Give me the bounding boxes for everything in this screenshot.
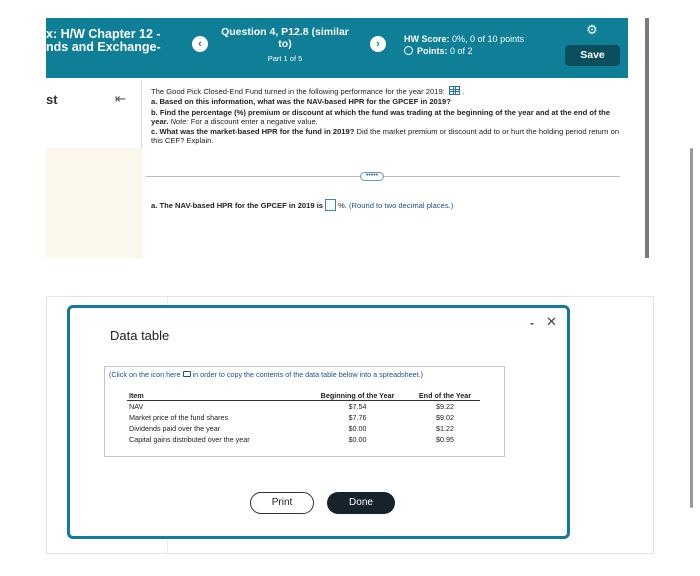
answer-unit: %. xyxy=(338,201,347,210)
table-row xyxy=(127,434,480,445)
points-value: 0 of 2 xyxy=(450,46,473,56)
question-part-b: b. Find the percentage (%) premium or discount at which the fund was trading at the beginning of the year and at the end of the year. xyxy=(151,107,611,126)
row-end-value: $0.95 xyxy=(436,434,454,444)
row-item: Capital gains distributed over the year xyxy=(129,434,250,444)
question-title-line2: to) xyxy=(278,37,292,50)
chapter-title xyxy=(46,28,161,54)
row-beginning-value: $0.00 xyxy=(348,423,367,433)
question-part-indicator: Part 1 of 5 xyxy=(267,54,303,63)
question-part-b-note: For a discount enter a negative value. xyxy=(190,116,318,126)
question-part-b-note-label: Note: xyxy=(170,116,189,126)
next-question-button[interactable] xyxy=(370,36,386,52)
row-beginning-value: $7.76 xyxy=(348,412,367,422)
row-end-value: $1.22 xyxy=(436,423,454,433)
data-table-box xyxy=(104,366,505,457)
side-panel-fill xyxy=(46,148,142,258)
page-scrollbar[interactable] xyxy=(690,148,693,508)
hw-score-label: HW Score: xyxy=(404,34,450,44)
row-item: Dividends paid over the year xyxy=(129,423,221,433)
copy-note-start: (Click on the icon here xyxy=(109,370,181,379)
copy-to-spreadsheet-icon[interactable] xyxy=(183,371,191,377)
question-title xyxy=(214,27,356,65)
gear-icon[interactable]: ⚙ xyxy=(586,22,598,37)
assignment-header-bar xyxy=(46,18,628,78)
row-item: Market price of the fund shares xyxy=(129,412,229,422)
row-end-value: $9.02 xyxy=(436,412,454,422)
row-end-value: $9.22 xyxy=(436,401,454,411)
side-panel xyxy=(46,80,142,258)
question-intro: The Good Pick Closed-End Fund turned in the following performance for the year 2019: xyxy=(151,87,445,96)
question-part-c: c. What was the market-based HPR for the fund in 2019? xyxy=(151,127,355,137)
row-item: NAV xyxy=(129,401,144,411)
score-panel xyxy=(404,33,524,57)
row-beginning-value: $0.00 xyxy=(348,434,367,444)
copy-note xyxy=(109,370,423,379)
copy-note-end: in order to copy the contents of the data table below into a spreadsheet.) xyxy=(192,370,424,379)
table-row xyxy=(127,412,480,423)
column-header-beginning: Beginning of the Year xyxy=(305,391,410,401)
panel-right-border xyxy=(645,18,649,258)
column-header-item: Item xyxy=(127,391,305,401)
answer-prompt: a. The NAV-based HPR for the GPCEF in 2019 is xyxy=(151,201,324,210)
row-beginning-value: $7.54 xyxy=(348,401,367,411)
minimize-icon[interactable]: - xyxy=(530,316,534,330)
points-label: Points: xyxy=(417,46,448,56)
question-part-c-rest: Did the market premium or discount add to or hurt the holding period return on this CEF? Explain. xyxy=(151,127,620,146)
chapter-title-line1: x: H/W Chapter 12 - xyxy=(46,27,161,41)
question-text: The Good Pick Closed-End Fund turned in the following performance for the year 2019: . a. Based on this information, what was the NAV-based HPR for the GPCEF in 2019? b. Find the percentage (%) premium or discount at which the fund was trading at the beginning of the year and at the end of the year. Note: For a discount enter a negative value. c. What was the market-based HPR for the fund in 2019? Did the market premium or discount add to or hurt the holding period return on this CEF? Explain. xyxy=(151,87,620,146)
points-radio-icon xyxy=(404,46,413,55)
answer-input[interactable] xyxy=(325,199,336,211)
column-header-end: End of the Year xyxy=(410,391,480,401)
table-header-row xyxy=(127,391,480,401)
previous-question-button[interactable] xyxy=(192,36,208,52)
data-table-dialog xyxy=(67,305,570,539)
table-row xyxy=(127,423,480,434)
close-icon[interactable]: ✕ xyxy=(546,314,557,329)
hw-score-value: 0%, 0 of 10 points xyxy=(452,34,525,44)
data-table-icon[interactable] xyxy=(449,86,460,95)
answer-line xyxy=(151,199,453,211)
chapter-title-line2: nds and Exchange- xyxy=(46,40,161,54)
expand-more-button[interactable]: ••••• xyxy=(360,172,384,181)
data-table xyxy=(127,391,480,445)
side-panel-partial-title: st xyxy=(46,92,58,107)
chevron-right-icon: › xyxy=(376,38,380,50)
dialog-title: Data table xyxy=(110,328,170,343)
print-button[interactable]: Print xyxy=(250,492,314,514)
question-title-line1: Question 4, P12.8 (similar xyxy=(221,26,349,38)
table-row xyxy=(127,401,480,412)
collapse-left-icon[interactable]: ⇤ xyxy=(115,91,126,106)
question-part-a: a. Based on this information, what was the NAV-based HPR for the GPCEF in 2019? xyxy=(151,97,451,107)
chevron-left-icon: ‹ xyxy=(198,38,202,50)
answer-hint: (Round to two decimal places.) xyxy=(349,201,454,210)
save-button[interactable]: Save xyxy=(565,45,620,66)
done-button[interactable]: Done xyxy=(327,492,395,514)
